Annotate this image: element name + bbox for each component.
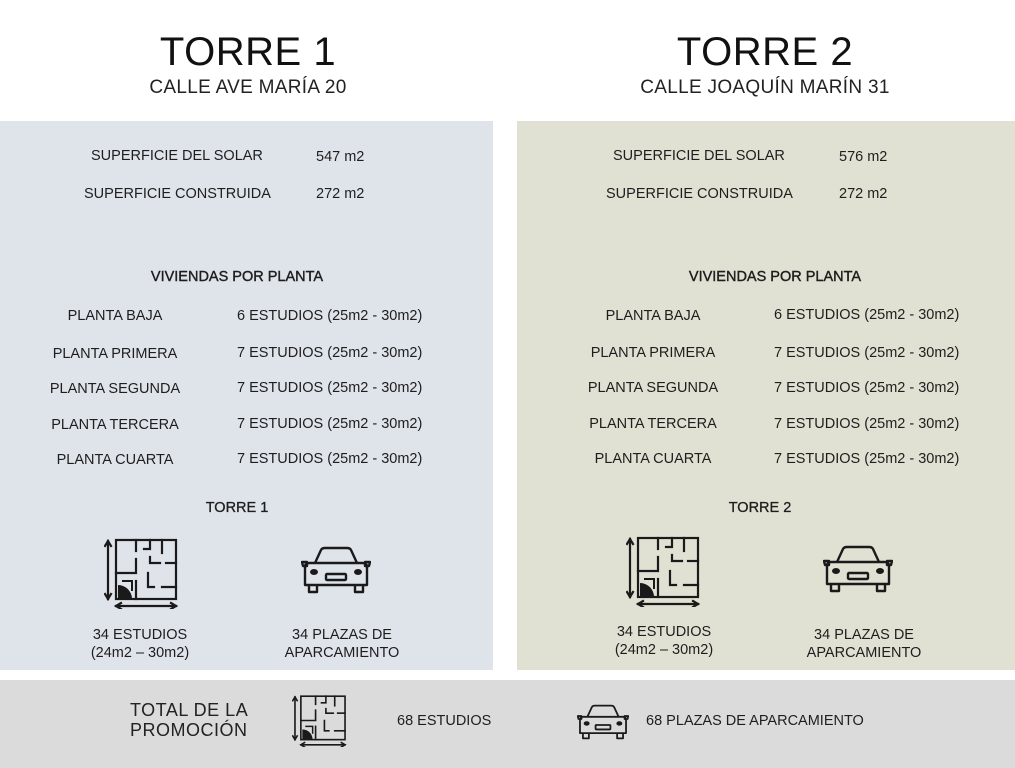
- floor-plan-icon: [626, 535, 702, 607]
- floor-plan-icon: [104, 537, 180, 609]
- total-label-line-2: PROMOCIÓN: [130, 720, 248, 740]
- floor-name: PLANTA CUARTA: [594, 451, 712, 467]
- car-icon: [823, 544, 893, 594]
- car-icon: [577, 703, 629, 741]
- summary-heading: TORRE 2: [728, 500, 792, 516]
- total-label-line-1: TOTAL DE LA: [130, 700, 249, 720]
- floor-units: 7 ESTUDIOS (25m2 - 30m2): [237, 451, 423, 467]
- tower-2-address: CALLE JOAQUÍN MARÍN 31: [640, 77, 890, 98]
- floor-name: PLANTA TERCERA: [51, 417, 179, 433]
- parking-line-1: 34 PLAZAS DE: [292, 627, 392, 643]
- tower-1-title: TORRE 1: [159, 30, 337, 74]
- tower-1-panel: [0, 121, 493, 670]
- floor-units: 7 ESTUDIOS (25m2 - 30m2): [774, 380, 960, 396]
- tower-2-title: TORRE 2: [676, 30, 854, 74]
- floor-name: PLANTA TERCERA: [589, 416, 717, 432]
- built-label: SUPERFICIE CONSTRUIDA: [84, 186, 271, 202]
- floor-name: PLANTA CUARTA: [56, 452, 174, 468]
- floors-heading: VIVIENDAS POR PLANTA: [150, 269, 324, 285]
- built-value: 272 m2: [839, 186, 888, 202]
- parking-line-2: APARCAMIENTO: [284, 645, 400, 661]
- built-label: SUPERFICIE CONSTRUIDA: [606, 186, 793, 202]
- floors-heading: VIVIENDAS POR PLANTA: [688, 269, 862, 285]
- studios-line-1: 34 ESTUDIOS: [616, 624, 712, 640]
- floor-units: 7 ESTUDIOS (25m2 - 30m2): [774, 345, 960, 361]
- floor-units: 6 ESTUDIOS (25m2 - 30m2): [774, 307, 960, 323]
- solar-label: SUPERFICIE DEL SOLAR: [91, 148, 263, 164]
- tower-1-address: CALLE AVE MARÍA 20: [149, 77, 347, 98]
- floor-plan-icon: [292, 694, 348, 747]
- studios-line-1: 34 ESTUDIOS: [92, 627, 188, 643]
- promotion-total-bar: [0, 680, 1015, 768]
- floor-name: PLANTA SEGUNDA: [49, 381, 181, 397]
- floor-name: PLANTA PRIMERA: [590, 345, 716, 361]
- floor-units: 7 ESTUDIOS (25m2 - 30m2): [774, 451, 960, 467]
- total-label: [130, 700, 248, 740]
- parking-total: [784, 626, 944, 662]
- solar-value: 576 m2: [839, 149, 888, 165]
- solar-label: SUPERFICIE DEL SOLAR: [613, 148, 785, 164]
- built-value: 272 m2: [316, 186, 365, 202]
- floor-units: 7 ESTUDIOS (25m2 - 30m2): [774, 416, 960, 432]
- studios-line-2: (24m2 – 30m2): [90, 645, 190, 661]
- total-studios: 68 ESTUDIOS: [397, 713, 492, 729]
- floor-units: 7 ESTUDIOS (25m2 - 30m2): [237, 380, 423, 396]
- tower-2-panel: [517, 121, 1015, 670]
- floor-name: PLANTA BAJA: [67, 308, 163, 324]
- parking-total: [262, 626, 422, 662]
- studios-total: [584, 623, 744, 659]
- studios-total: [60, 626, 220, 662]
- studios-line-2: (24m2 – 30m2): [614, 642, 714, 658]
- car-icon: [301, 545, 371, 595]
- parking-line-2: APARCAMIENTO: [806, 645, 922, 661]
- solar-value: 547 m2: [316, 149, 365, 165]
- tower-2-header: [605, 28, 925, 100]
- floor-units: 7 ESTUDIOS (25m2 - 30m2): [237, 416, 423, 432]
- floor-units: 7 ESTUDIOS (25m2 - 30m2): [237, 345, 423, 361]
- floor-name: PLANTA PRIMERA: [52, 346, 178, 362]
- floor-name: PLANTA BAJA: [605, 308, 701, 324]
- summary-heading: TORRE 1: [205, 500, 269, 516]
- parking-line-1: 34 PLAZAS DE: [814, 627, 914, 643]
- floor-name: PLANTA SEGUNDA: [587, 380, 719, 396]
- floor-units: 6 ESTUDIOS (25m2 - 30m2): [237, 308, 423, 324]
- tower-1-header: [88, 28, 408, 100]
- total-parking: 68 PLAZAS DE APARCAMIENTO: [646, 713, 864, 729]
